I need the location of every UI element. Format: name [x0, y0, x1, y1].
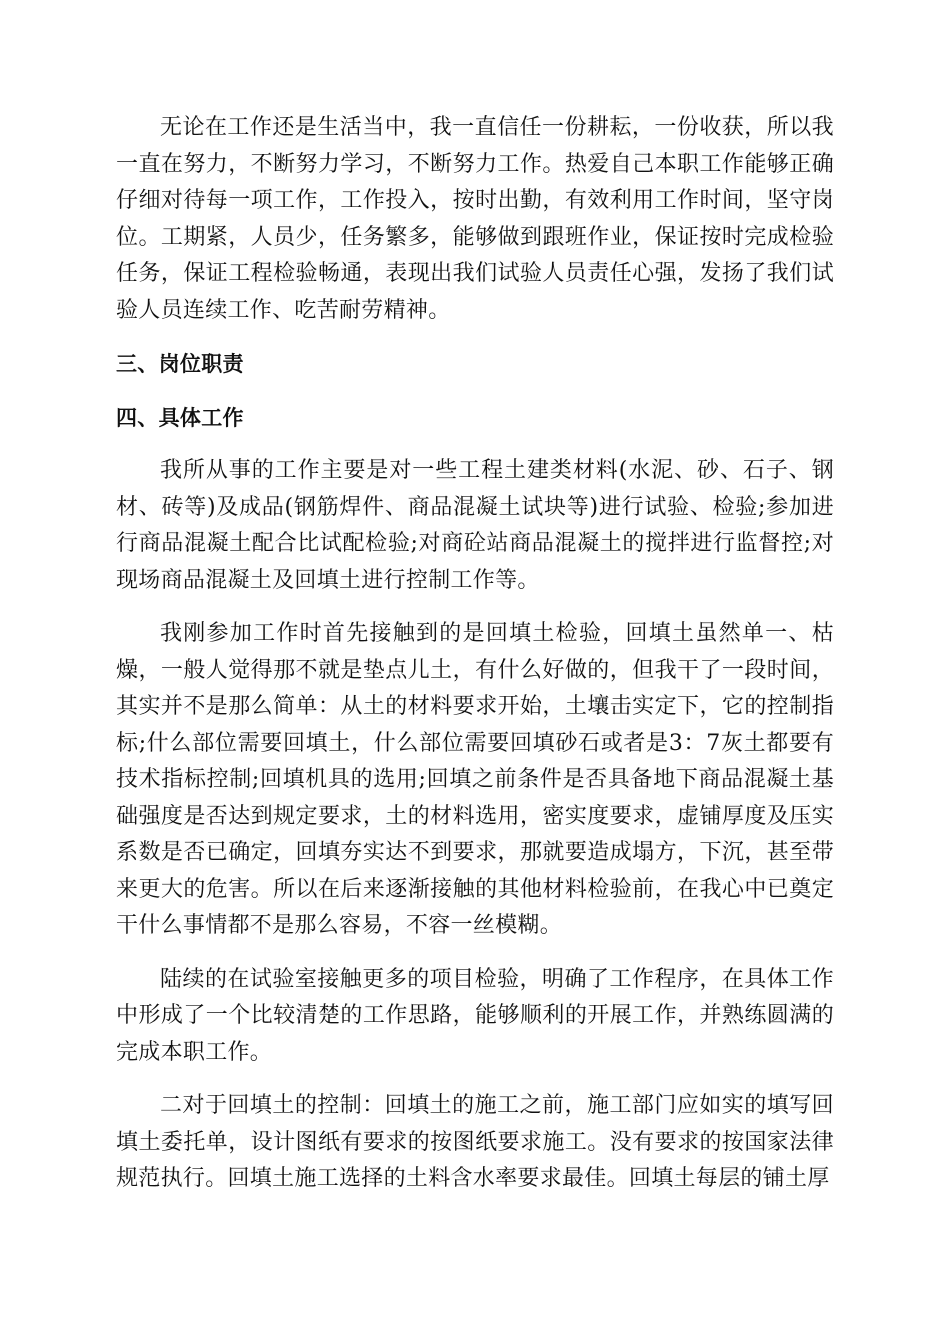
document-body	[116, 110, 834, 1215]
paragraph-lab-progress: 陆续的在试验室接触更多的项目检验，明确了工作程序，在具体工作中形成了一个比较清楚的工作思路，能够顺利的开展工作，并熟练圆满的完成本职工作。	[116, 966, 834, 1065]
heading-job-duties: 三、岗位职责	[116, 352, 244, 376]
paragraph-work-attitude: 无论在工作还是生活当中，我一直信任一份耕耘，一份收获，所以我一直在努力，不断努力学习，不断努力工作。热爱自己本职工作能够正确仔细对待每一项工作，工作投入，按时出勤，有效利用工作时间，坚守岗位。工期紧，人员少，任务繁多，能够做到跟班作业，保证按时完成检验任务，保证工程检验畅通，表现出我们试验人员责任心强，发扬了我们试验人员连续工作、吃苦耐劳精神。	[116, 115, 834, 323]
paragraph-backfill-experience: 我刚参加工作时首先接触到的是回填土检验，回填土虽然单一、枯燥，一般人觉得那不就是垫点儿土，有什么好做的，但我干了一段时间，其实并不是那么简单：从土的材料要求开始，土壤击实定下，它的控制指标;什么部位需要回填土，什么部位需要回填砂石或者是3：7灰土都要有技术指标控制;回填机具的选用;回填之前条件是否具备地下商品混凝土基础强度是否达到规定要求，土的材料选用，密实度要求，虚铺厚度及压实系数是否已确定，回填夯实达不到要求，那就要造成塌方，下沉，甚至带来更大的危害。所以在后来逐渐接触的其他材料检验前，在我心中已奠定干什么事情都不是那么容易，不容一丝模糊。	[116, 621, 834, 938]
heading-specific-work: 四、具体工作	[116, 405, 244, 430]
paragraph-backfill-control: 二对于回填土的控制：回填土的施工之前，施工部门应如实的填写回填土委托单，设计图纸有要求的按图纸要求施工。没有要求的按国家法律规范执行。回填土施工选择的土料含水率要求最佳。回填土每层的铺土厚	[116, 1093, 834, 1191]
paragraph-work-scope: 我所从事的工作主要是对一些工程土建类材料(水泥、砂、石子、钢材、砖等)及成品(钢筋焊件、商品混凝土试块等)进行试验、检验;参加进行商品混凝土配合比试配检验;对商砼站商品混凝土的搅拌进行监督控;对现场商品混凝土及回填土进行控制工作等。	[116, 458, 834, 593]
